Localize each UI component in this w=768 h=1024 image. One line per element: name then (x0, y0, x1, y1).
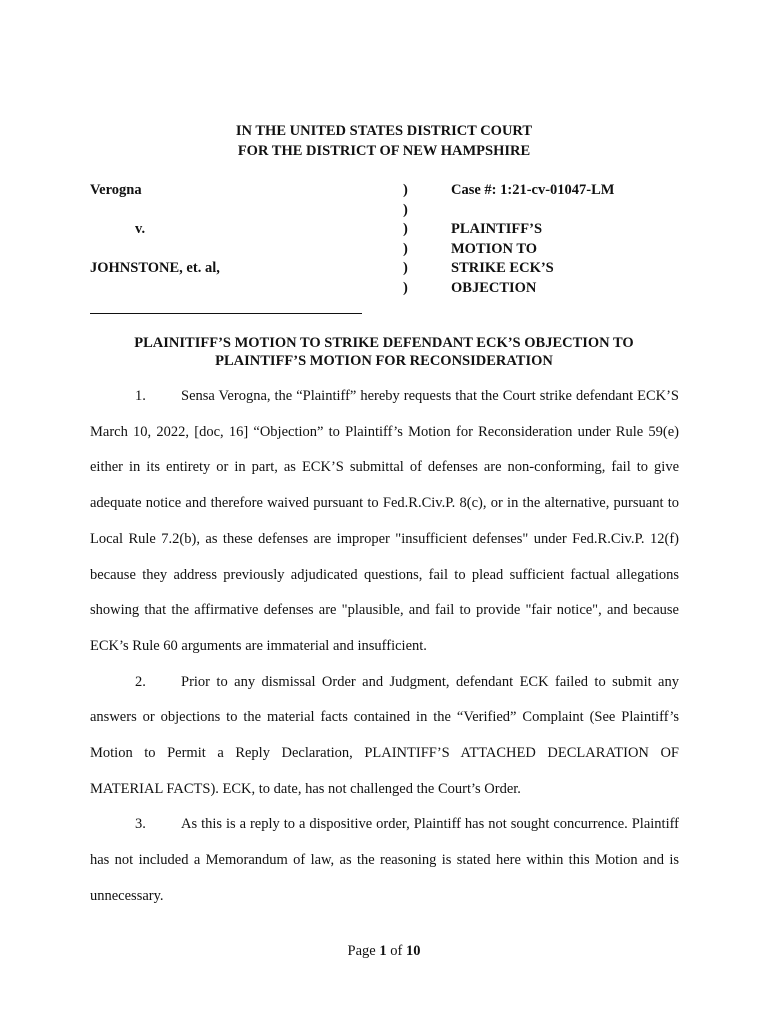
caption-divider (90, 313, 362, 314)
caption-case-info (451, 181, 711, 298)
document-type-line: OBJECTION (451, 279, 537, 296)
court-name-line: IN THE UNITED STATES DISTRICT COURT (235, 123, 533, 139)
caption-versus: v. (135, 221, 146, 237)
paragraph-text: Prior to any dismissal Order and Judgment, defendant ECK failed to submit any answers or objections to the material facts contained in the “Verified” Complaint (See Plaintiff’s Motion to Permit a Reply Declaration, PLAINTIFF’S ATTACHED DECLARATION OF MATERIAL FACTS). ECK, to date, has not challenged the Court’s Order. (90, 673, 679, 797)
caption-paren: ) (403, 240, 408, 257)
paragraph (90, 379, 679, 665)
caption-spacer (90, 240, 390, 260)
caption-paren: ) (403, 201, 408, 218)
paragraph-number: 2. (135, 673, 146, 690)
paragraph-text: Sensa Verogna, the “Plaintiff” hereby requests that the Court strike defendant ECK’S March 10, 2022, [doc, 16] “Objection” to Plaintiff’s Motion for Reconsideration under Rule 59(e) either in its entirety or in part, as ECK’S submittal of defenses are non-conforming, fail to give adequate notice and therefore waived pursuant to Fed.R.Civ.P. 8(c), or in the alternative, pursuant to Local Rule 7.2(b), as these defenses are improper "insufficient defenses" under Fed.R.Civ.P. 12(f) because they address previously adjudicated questions, fail to plead sufficient factual allegations showing that the affirmative defenses are "plausible, and fail to provide "fair notice", and because ECK’s Rule 60 arguments are immaterial and insufficient. (90, 388, 679, 654)
caption-spacer (90, 279, 390, 299)
caption-spacer (451, 201, 711, 221)
paragraph-text: As this is a reply to a dispositive order, Plaintiff has not sought concurrence. Plaintiff has not included a Memorandum of law, as the reasoning is stated here within this Motion and is unnecessary. (90, 816, 679, 904)
paragraph-number: 1. (135, 388, 146, 404)
page-total: 10 (405, 943, 421, 959)
caption-plaintiff: Verogna (90, 182, 142, 198)
caption-paren: ) (403, 182, 408, 198)
caption-spacer (90, 201, 390, 221)
caption-paren: ) (403, 260, 408, 276)
court-district-line: FOR THE DISTRICT OF NEW HAMPSHIRE (237, 143, 531, 159)
case-number: Case #: 1:21-cv-01047-LM (451, 182, 615, 198)
paragraph (90, 807, 679, 914)
title-line: PLAINTIFF’S MOTION FOR RECONSIDERATION (215, 353, 553, 369)
motion-body (90, 379, 679, 915)
paragraph (90, 665, 679, 808)
caption-paren: ) (403, 279, 408, 296)
page-footer (0, 941, 768, 961)
document-type-line: PLAINTIFF’S (451, 221, 543, 237)
page-number: 1 (379, 943, 387, 959)
page-label: Page (347, 943, 380, 959)
caption-parties (90, 181, 390, 298)
document-title (90, 334, 678, 370)
court-heading (0, 121, 768, 161)
paragraph-number: 3. (135, 816, 146, 833)
title-line: PLAINITIFF’S MOTION TO STRIKE DEFENDANT ECK’S OBJECTION TO (134, 335, 634, 351)
page-of-label: of (386, 943, 406, 959)
caption-defendant: JOHNSTONE, et. al, (90, 260, 220, 276)
document-type-line: MOTION TO (451, 240, 538, 257)
document-type-line: STRIKE ECK’S (451, 260, 554, 276)
caption-parens (403, 181, 423, 298)
caption-paren: ) (403, 221, 408, 237)
